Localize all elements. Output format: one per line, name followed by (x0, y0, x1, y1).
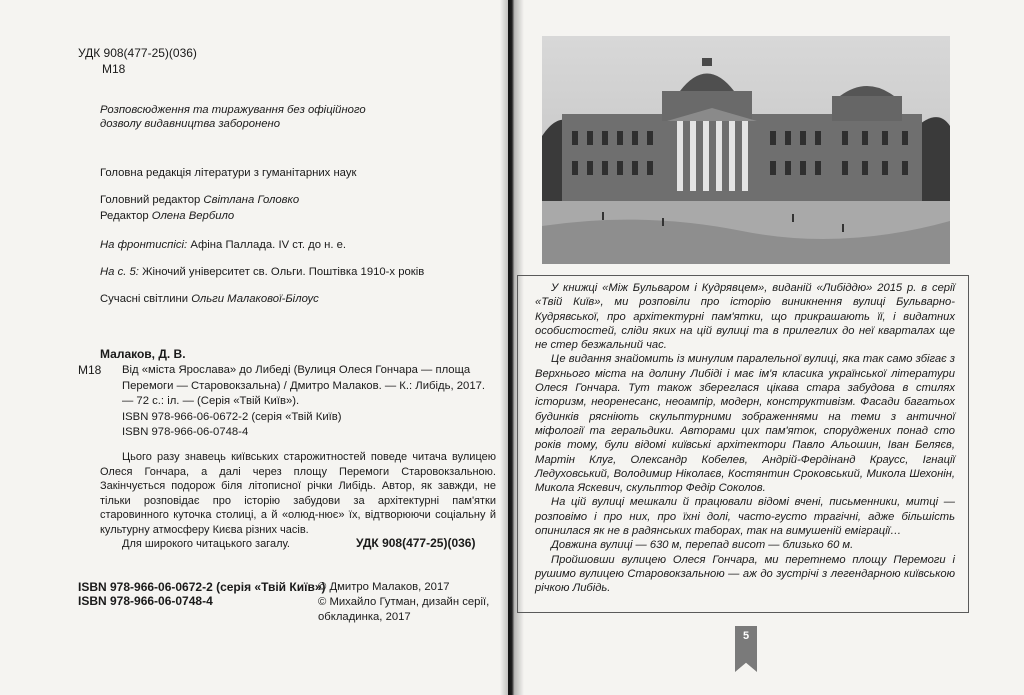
intro-paragraph-2: Це видання знайомить із минулим паралельної вулиці, яка так само збігає з Верхнього міста на долину Либіді і має ім'я класика української літератури Олеся Гончара. Тут також збереглася цікава стара забудова в стилях історизм, неоренесанс, неоампір, модерн, конструктивізм. Фасади багатьох будинків рясніють скульптурними зображеннями на теми з античної міфології та геральдики. Авторами цих пам'яток, споруджених понад сто років тому, були відомі київські архітектори Павло Альошин, Іван Беляєв, Мартін Клуг, Олександр Кобелев, Андрій-Фердінанд Краусс, Ігнації Ледуховський, Володимир Ніколаєв, Костянтин Сроковський, Микола Шехонін, Микола Яскевич, скульптор Федір Соколов. (535, 353, 955, 495)
university-building-photo (542, 36, 950, 264)
bib-isbn-series: ISBN 978-966-06-0672-2 (серія «Твій Київ) (122, 410, 342, 423)
isbn-book: ISBN 978-966-06-0748-4 (78, 594, 213, 608)
intro-paragraph-1: У книжці «Між Бульваром і Кудрявцем», виданій «Либіддю» 2015 р. в серії «Твій Київ», ми розповіли про історію виникнення вулиці Бульварно-Кудрявської, про архітектурні пам'ятки, що прикрашають її, і видатних особистостей, сліди яких на цій вулиці та в прилеглих до неї кварталах ще не стер безжальний час. (535, 282, 955, 352)
isbn-series: ISBN 978-966-06-0672-2 (серія «Твій Київ») (78, 580, 326, 594)
frontispiece-caption: На фронтиспісі: Афіна Паллада. IV ст. до н. е. (100, 239, 347, 251)
annotation-audience: Для широкого читацького загалу. (122, 538, 290, 550)
bib-description: Від «міста Ярослава» до Либеді (Вулиця Олеся Гончара — площа Перемоги — Старовокзальна) / Дмитро Малаков. — К.: Либідь, 2017. — 72 с.: іл. — (Серія «Твій Київ»). (122, 364, 486, 407)
bib-isbn-book: ISBN 978-966-06-0748-4 (122, 426, 249, 438)
page5-caption: На с. 5: Жіночий університет св. Ольги. Поштівка 1910-х років (100, 266, 425, 278)
intro-paragraph-4: Довжина вулиці — 630 м, перепад висот — близько 60 м. (551, 539, 854, 552)
chief-editor: Головний редактор Світлана Головко (100, 194, 300, 206)
bibliographic-record (100, 363, 496, 441)
intro-paragraph-5: Пройшовши вулицею Олеся Гончара, ми перетнемо площу Перемоги і рушимо вулицею Старовокзальною — аж до зустрічі з легендарною київською річкою Либідь. (535, 553, 955, 595)
page-number: 5 (742, 630, 750, 642)
photos-credit: Сучасні світлини Ольги Малакової-Білоус (100, 293, 319, 305)
author-heading: Малаков, Д. В. (100, 347, 186, 361)
copyright-notice: Розповсюдження та тиражування без офіційного дозволу видавництва заборонено (100, 104, 366, 130)
editor: Редактор Олена Вербило (100, 210, 235, 222)
copyright-block (318, 580, 498, 625)
copyright-author: © Дмитро Малаков, 2017 (318, 581, 450, 593)
library-code: М18 (102, 62, 126, 76)
udk-code: УДК 908(477-25)(036) (78, 46, 197, 60)
isbn-block (78, 580, 326, 608)
editorial-office: Головна редакція літератури з гуманітарних наук (100, 167, 357, 179)
bib-code: М18 (78, 363, 102, 377)
building-illustration (542, 36, 950, 264)
udk-bottom: УДК 908(477-25)(036) (356, 536, 476, 550)
left-page (0, 0, 508, 695)
annotation-text: Цього разу знавець київських старожитностей поведе читача вулицею Олеся Гончара, а далі через площу Перемоги Старовокзальною. Закінчується подорож біля літописної річки Либідь. Автор, як завжди, не тільки розповідає про історію забудови за архітектурні пам'ятки старовинного куточка столиці, а й «олюд-нює» їх, відтворюючи соціальну й культурну атмосферу Києва різних часів. (100, 451, 496, 536)
intro-paragraph-3: На цій вулиці мешкали й працювали відомі вчені, письменники, митці — розповімо і про них, про їхні долі, часто-густо трагічні, адже більшість опинилася як не в радянських таборах, так на вимушеній еміграції… (535, 496, 955, 538)
copyright-design: © Михайло Гутман, дизайн серії, обкладинка, 2017 (318, 596, 490, 623)
intro-text (535, 281, 955, 596)
